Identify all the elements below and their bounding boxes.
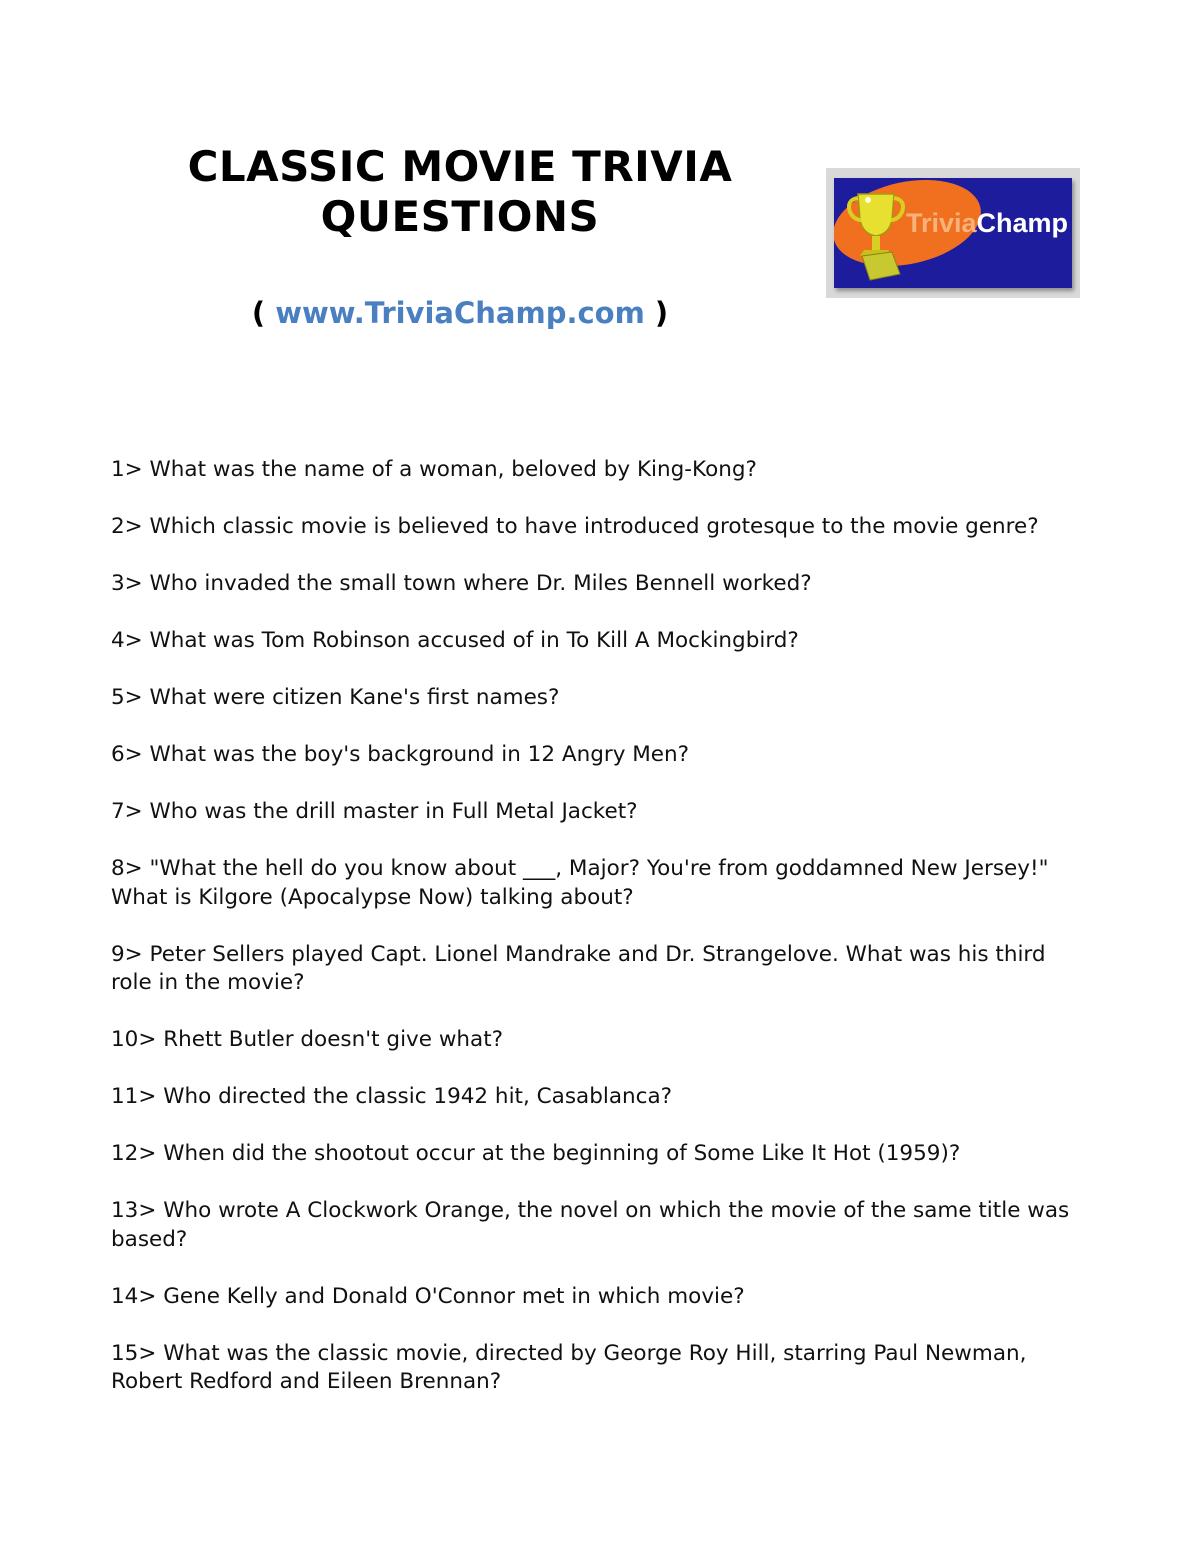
question-item bbox=[111, 941, 1086, 998]
logo-text-champ: Champ bbox=[976, 208, 1069, 238]
question-number: 7> bbox=[111, 799, 143, 824]
question-item bbox=[111, 456, 1086, 485]
question-text: "What the hell do you know about ___, Major? You're from goddamned New Jersey!" What is Kilgore (Apocalypse Now) talking about? bbox=[111, 856, 1049, 910]
question-number: 15> bbox=[111, 1340, 157, 1366]
question-number: 2> bbox=[111, 514, 143, 539]
question-item bbox=[111, 1197, 1086, 1254]
website-line bbox=[150, 296, 770, 330]
question-number: 4> bbox=[111, 628, 143, 653]
question-item bbox=[111, 684, 1086, 713]
question-text: Who was the drill master in Full Metal Jacket? bbox=[149, 799, 638, 824]
logo-panel bbox=[834, 178, 1072, 288]
question-text: What was the classic movie, directed by George Roy Hill, starring Paul Newman, Robert Redford and Eileen Brennan? bbox=[111, 1340, 1027, 1394]
question-text: Who wrote A Clockwork Orange, the novel on which the movie of the same title was based? bbox=[111, 1198, 1070, 1252]
question-item bbox=[111, 1140, 1086, 1169]
question-number: 11> bbox=[111, 1084, 157, 1109]
url-open-paren: ( bbox=[251, 296, 276, 330]
question-number: 3> bbox=[111, 571, 143, 596]
question-text: Which classic movie is believed to have introduced grotesque to the movie genre? bbox=[149, 514, 1039, 539]
question-list bbox=[111, 456, 1086, 1425]
question-item bbox=[111, 1340, 1086, 1397]
question-number: 14> bbox=[111, 1283, 157, 1309]
url-close-paren: ) bbox=[644, 296, 669, 330]
question-text: Who directed the classic 1942 hit, Casablanca? bbox=[163, 1084, 673, 1109]
page-title bbox=[150, 142, 770, 242]
question-item bbox=[111, 798, 1086, 827]
title-line-1: CLASSIC MOVIE TRIVIA bbox=[187, 142, 733, 191]
question-text: Gene Kelly and Donald O'Connor met in which movie? bbox=[163, 1283, 745, 1309]
title-line-2: QUESTIONS bbox=[320, 192, 600, 241]
question-number: 8> bbox=[111, 856, 143, 881]
question-item bbox=[111, 1026, 1086, 1055]
question-number: 5> bbox=[111, 685, 143, 710]
question-number: 1> bbox=[111, 457, 143, 482]
logo-text-trivia: Trivia bbox=[906, 208, 977, 238]
question-number: 9> bbox=[111, 941, 143, 967]
question-item bbox=[111, 627, 1086, 656]
question-number: 12> bbox=[111, 1141, 157, 1166]
logo-text bbox=[906, 208, 1068, 239]
question-number: 10> bbox=[111, 1027, 157, 1052]
question-item bbox=[111, 1083, 1086, 1112]
question-text: Who invaded the small town where Dr. Miles Bennell worked? bbox=[149, 571, 812, 596]
question-item bbox=[111, 855, 1086, 912]
triviachamp-logo bbox=[826, 168, 1080, 298]
question-text: What were citizen Kane's first names? bbox=[149, 685, 560, 710]
question-item bbox=[111, 570, 1086, 599]
website-link[interactable]: www.TriviaChamp.com bbox=[275, 296, 645, 330]
question-text: What was the name of a woman, beloved by King-Kong? bbox=[149, 457, 757, 482]
question-item bbox=[111, 1283, 1086, 1312]
question-text: When did the shootout occur at the beginning of Some Like It Hot (1959)? bbox=[163, 1141, 961, 1166]
question-text: What was Tom Robinson accused of in To Kill A Mockingbird? bbox=[149, 628, 799, 653]
question-item bbox=[111, 741, 1086, 770]
question-text: Peter Sellers played Capt. Lionel Mandrake and Dr. Strangelove. What was his third role in the movie? bbox=[111, 941, 1046, 995]
trophy-icon bbox=[844, 186, 914, 286]
question-number: 13> bbox=[111, 1198, 157, 1223]
question-text: What was the boy's background in 12 Angry Men? bbox=[149, 742, 690, 767]
question-text: Rhett Butler doesn't give what? bbox=[163, 1027, 504, 1052]
question-number: 6> bbox=[111, 742, 143, 767]
question-item bbox=[111, 513, 1086, 542]
